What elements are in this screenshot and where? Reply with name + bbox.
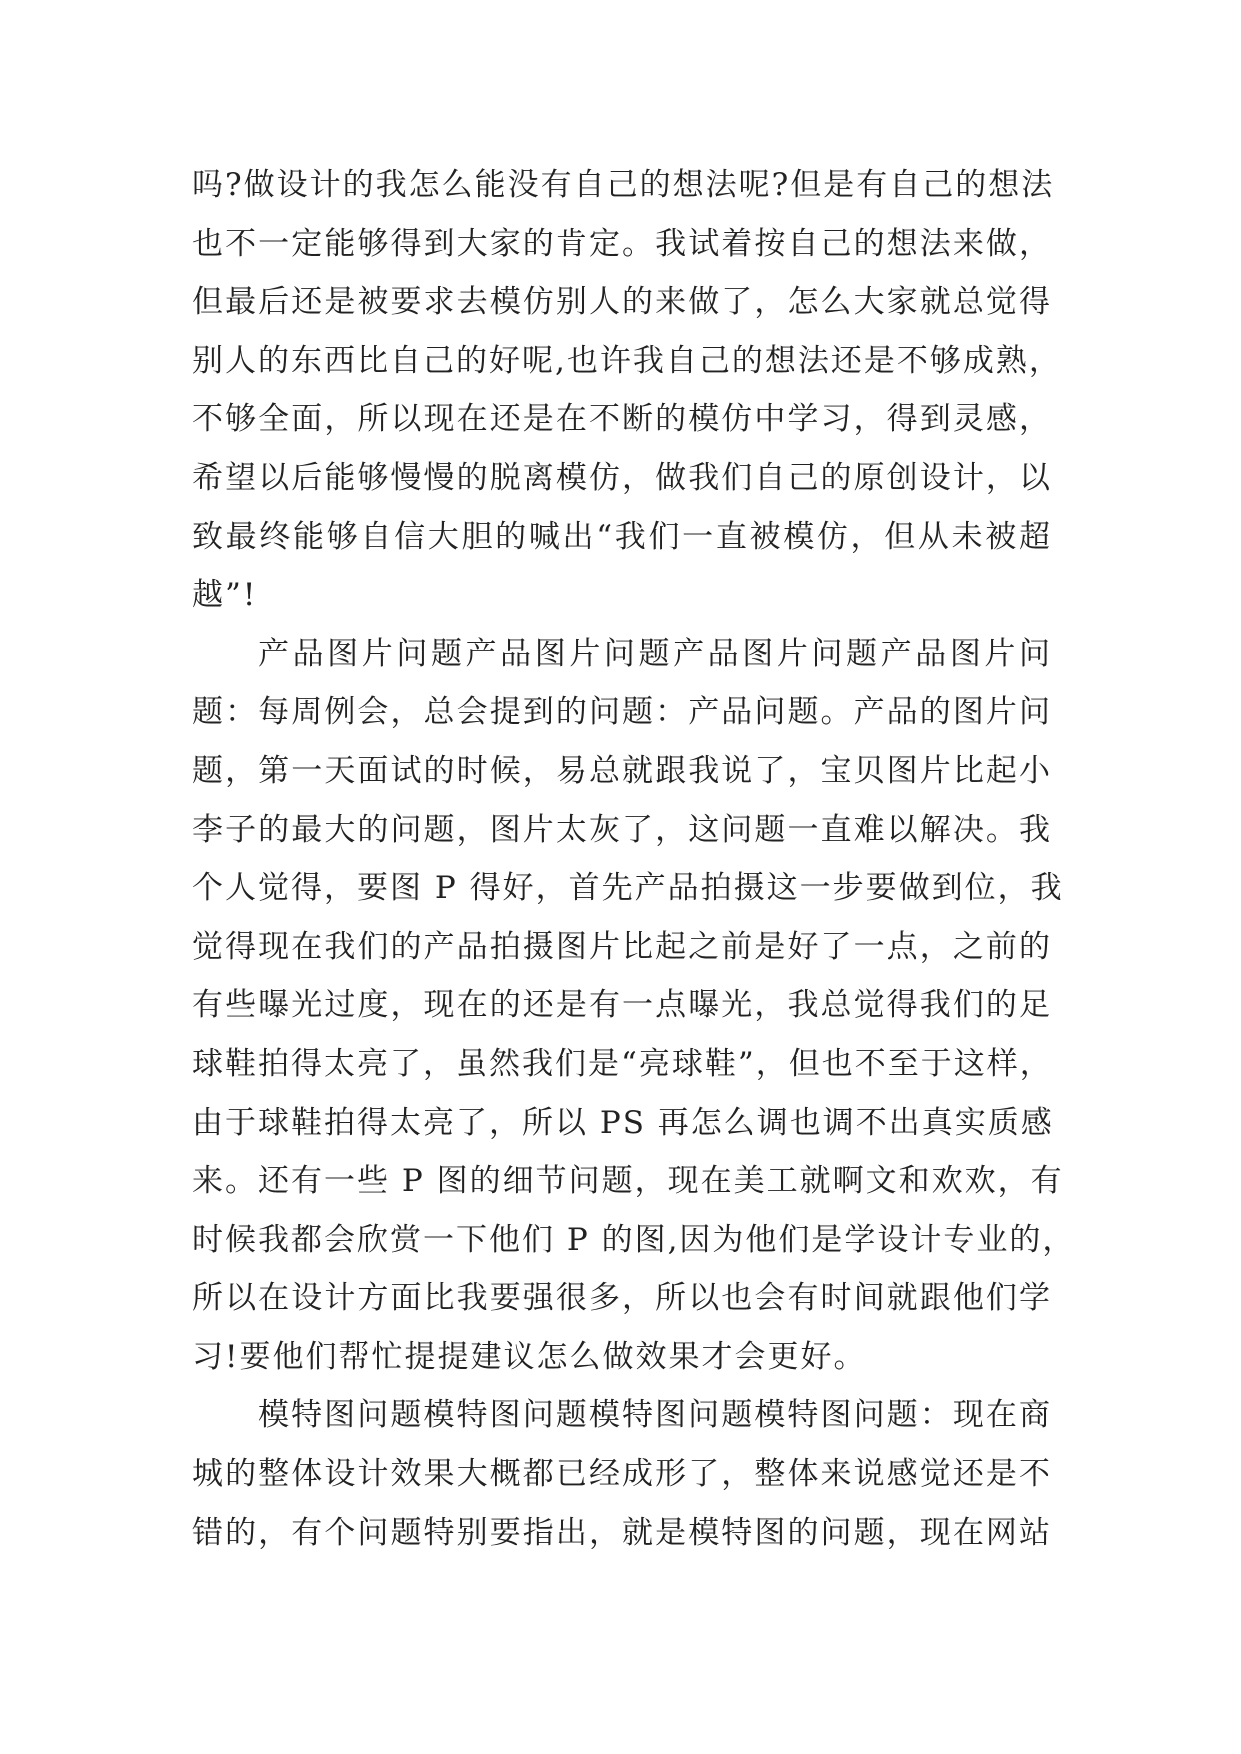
text-line: 致最终能够自信大胆的喊出“我们一直被模仿，但从未被超 [192, 518, 1052, 555]
text-line: 由于球鞋拍得太亮了，所以 PS 再怎么调也调不出真实质感 [192, 1104, 1054, 1141]
text-line: 产品图片问题产品图片问题产品图片问题产品图片问 [258, 635, 1052, 672]
text-line: 也不一定能够得到大家的肯定。我试着按自己的想法来做， [192, 225, 1052, 262]
text-line: 吗?做设计的我怎么能没有自己的想法呢?但是有自己的想法 [192, 167, 1055, 203]
text-line: 别人的东西比自己的好呢,也许我自己的想法还是不够成熟， [192, 342, 1062, 379]
text-line: 城的整体设计效果大概都已经成形了，整体来说感觉还是不 [192, 1456, 1052, 1493]
text-line: 习!要他们帮忙提提建议怎么做效果才会更好。 [192, 1338, 867, 1375]
text-line: 所以在设计方面比我要强很多，所以也会有时间就跟他们学 [192, 1280, 1052, 1317]
text-line: 越”! [192, 577, 258, 614]
text-line: 球鞋拍得太亮了，虽然我们是“亮球鞋”，但也不至于这样， [192, 1045, 1053, 1082]
text-line: 错的，有个问题特别要指出，就是模特图的问题，现在网站 [192, 1514, 1052, 1551]
body-text [192, 156, 1076, 1562]
text-line: 李子的最大的问题，图片太灰了，这问题一直难以解决。我 [192, 811, 1052, 848]
text-line: 有些曝光过度，现在的还是有一点曝光，我总觉得我们的足 [192, 987, 1052, 1024]
text-line: 模特图问题模特图问题模特图问题模特图问题：现在商 [258, 1397, 1052, 1434]
text-line: 题：每周例会，总会提到的问题：产品问题。产品的图片问 [192, 694, 1052, 731]
text-line: 个人觉得，要图 P 得好，首先产品拍摄这一步要做到位，我 [192, 870, 1064, 907]
text-line: 时候我都会欣赏一下他们 P 的图,因为他们是学设计专业的， [192, 1221, 1076, 1258]
text-line: 来。还有一些 P 图的细节问题，现在美工就啊文和欢欢，有 [192, 1163, 1064, 1200]
text-line: 不够全面，所以现在还是在不断的模仿中学习，得到灵感， [192, 401, 1052, 438]
text-line: 但最后还是被要求去模仿别人的来做了，怎么大家就总觉得 [192, 284, 1052, 321]
text-line: 觉得现在我们的产品拍摄图片比起之前是好了一点，之前的 [192, 928, 1052, 965]
text-line: 希望以后能够慢慢的脱离模仿，做我们自己的原创设计，以 [192, 459, 1052, 496]
text-line: 题，第一天面试的时候，易总就跟我说了，宝贝图片比起小 [192, 752, 1052, 789]
